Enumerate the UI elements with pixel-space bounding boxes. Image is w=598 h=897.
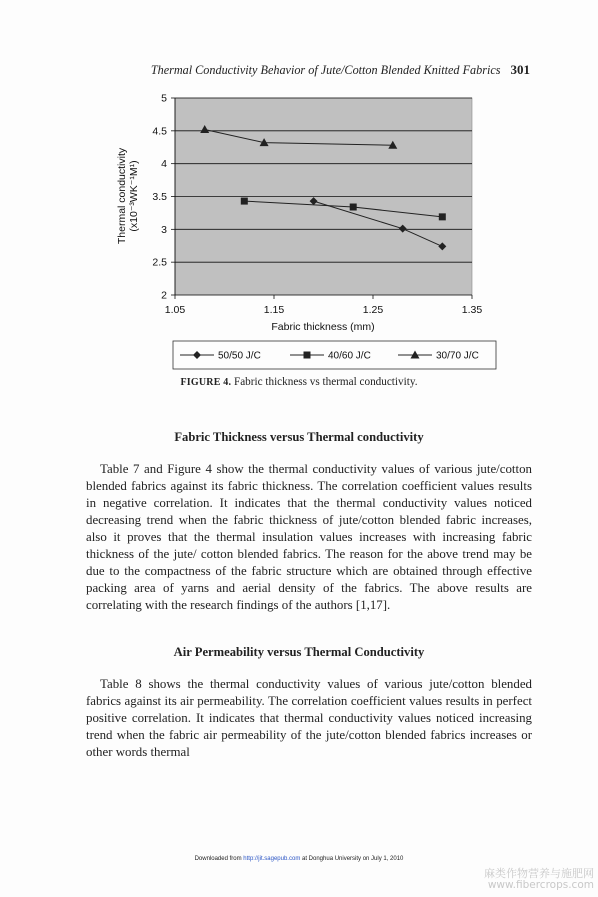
section-heading-air-permeability: Air Permeability versus Thermal Conductivity [173, 645, 425, 659]
data-point [439, 213, 446, 220]
figure-4-chart [100, 88, 500, 374]
figure-label: FIGURE 4. [180, 377, 232, 388]
x-tick-label: 1.15 [263, 304, 285, 316]
y-tick-label: 2 [161, 289, 167, 302]
y-tick-labels [152, 93, 167, 302]
download-footer [0, 856, 598, 862]
x-tick-label: 1.35 [461, 304, 483, 316]
figure-caption-text: Fabric thickness vs thermal conductivity. [233, 376, 418, 388]
legend-label: 40/60 J/C [328, 350, 371, 362]
running-head [100, 62, 530, 78]
x-axis-label: Fabric thickness (mm) [271, 321, 375, 333]
page-number: 301 [510, 62, 530, 77]
y-tick-label: 4 [161, 158, 167, 171]
data-point [241, 198, 248, 205]
legend-label: 30/70 J/C [436, 350, 479, 362]
y-tick-label: 3 [161, 223, 167, 236]
y-tick-label: 5 [161, 92, 167, 105]
x-tick-label: 1.25 [362, 304, 384, 316]
x-tick-labels [165, 304, 483, 316]
y-tick-label: 3.5 [152, 191, 167, 203]
data-point [350, 204, 357, 211]
legend-label: 50/50 J/C [218, 350, 261, 362]
section-heading-fabric-thickness: Fabric Thickness versus Thermal conductivity [174, 430, 424, 444]
footer-prefix: Downloaded from [194, 856, 242, 862]
paragraph-air-permeability: Table 8 shows the thermal conductivity values of various jute/cotton blended fabrics against its air permeability. The correlation coefficient values results in perfect positive correlation. It indicates that thermal conductivity values noticed increasing trend when the fabric air permeability of the jute/cotton blended fabrics increases or other words thermal [86, 677, 532, 759]
y-tick-label: 4.5 [152, 125, 167, 138]
watermark-line2: www.fibercrops.com [487, 879, 594, 891]
legend-marker-1 [304, 352, 311, 359]
y-tick-label: 2.5 [152, 256, 167, 269]
footer-link[interactable]: http://jit.sagepub.com [243, 856, 301, 862]
paragraph-fabric-thickness: Table 7 and Figure 4 show the thermal conductivity values of various jute/cotton blended fabrics against its fabric thickness. The correlation coefficient values results in negative correlation. It indicates that the thermal conductivity values noticed decreasing trend when the fabric thickness of jute/cotton blended fabric increases, also it proves that the thermal insulation values increases with increasing fabric thickness of the jute/ cotton blended fabrics. The reason for the above trend may be due to the compactness of the fabric structure which are obtained through effective packing area of yarns and aerial density of the fabrics. The above results are correlating with the research findings of the authors [1,17]. [86, 462, 532, 612]
footer-suffix: at Donghua University on July 1, 2010 [302, 856, 404, 862]
y-axis-label-line1: Thermal conductivity [116, 147, 128, 245]
figure-caption [0, 376, 598, 388]
y-axis-label-line2: (x10⁻³WK⁻¹M¹) [128, 160, 140, 232]
x-tick-label: 1.05 [164, 304, 186, 316]
watermark-line1: 麻类作物营养与施肥网 [484, 867, 594, 880]
running-head-title: Thermal Conductivity Behavior of Jute/Cotton Blended Knitted Fabrics [150, 63, 501, 77]
